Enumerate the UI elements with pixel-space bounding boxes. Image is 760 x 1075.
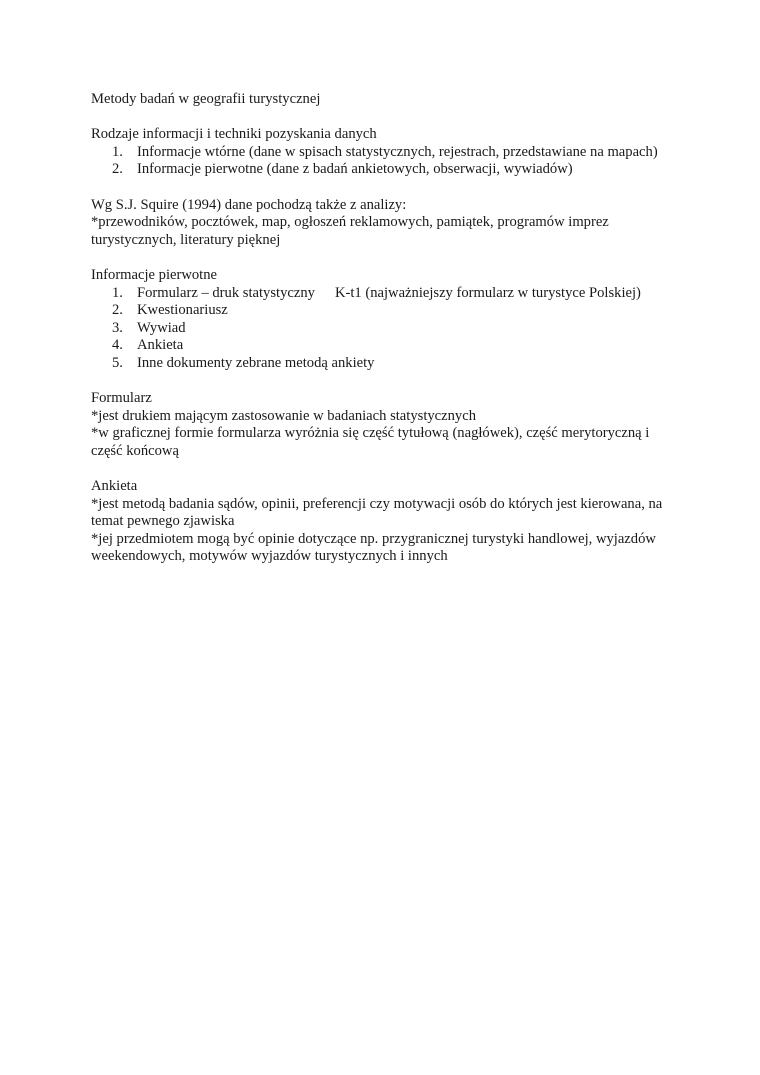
section-heading: Formularz	[91, 390, 152, 407]
list-number: 2.	[112, 302, 123, 319]
list-item-text: Formularz – druk statystyczny	[137, 284, 315, 301]
paragraph: *przewodników, pocztówek, map, ogłoszeń reklamowych, pamiątek, programów imprez turystycznych, literatury pięknej	[91, 214, 609, 248]
paragraph: *jej przedmiotem mogą być opinie dotyczące np. przygranicznej turystyki handlowej, wyjazdów weekendowych, motywów wyjazdów turystycznych i innych	[91, 530, 656, 565]
list-item-text: Wywiad	[137, 319, 186, 336]
list-item	[91, 355, 681, 373]
document-title: Metody badań w geografii turystycznej	[91, 91, 321, 107]
paragraph: *jest metodą badania sądów, opinii, preferencji czy motywacji osób do których jest kierowana, na temat pewnego zjawiska	[91, 495, 663, 530]
numbered-list	[91, 144, 681, 179]
list-number: 1.	[112, 143, 123, 160]
list-number: 1.	[112, 284, 123, 301]
list-item-text: Inne dokumenty zebrane metodą ankiety	[137, 354, 375, 371]
list-item	[91, 320, 681, 338]
list-item-text: Ankieta	[137, 337, 184, 354]
list-item-text: Informacje pierwotne (dane z badań ankietowych, obserwacji, wywiadów)	[137, 161, 573, 178]
paragraph: *jest drukiem mającym zastosowanie w badaniach statystycznych	[91, 407, 476, 424]
paragraph: *w graficznej formie formularza wyróżnia się część tytułową (nagłówek), część merytoryczną i część końcową	[91, 425, 650, 459]
list-item	[91, 144, 681, 162]
list-item	[91, 285, 681, 303]
numbered-list	[91, 285, 681, 373]
section-heading: Informacje pierwotne	[91, 266, 218, 283]
section-heading: Rodzaje informacji i techniki pozyskania danych	[91, 126, 377, 143]
section-heading: Ankieta	[91, 478, 138, 495]
list-item-text: Informacje wtórne (dane w spisach statystycznych, rejestrach, przedstawiane na mapach)	[137, 143, 658, 160]
document-body	[91, 91, 681, 566]
list-item	[91, 337, 681, 355]
list-number: 2.	[112, 161, 123, 178]
list-item	[91, 302, 681, 320]
list-item	[91, 161, 681, 179]
list-item-extra: K-t1 (najważniejszy formularz w turystyce Polskiej)	[334, 284, 641, 301]
list-item-text: Kwestionariusz	[137, 302, 228, 319]
list-number: 3.	[112, 319, 123, 336]
list-number: 4.	[112, 337, 123, 354]
paragraph: Wg S.J. Squire (1994) dane pochodzą także z analizy:	[91, 196, 407, 213]
list-number: 5.	[112, 354, 123, 371]
